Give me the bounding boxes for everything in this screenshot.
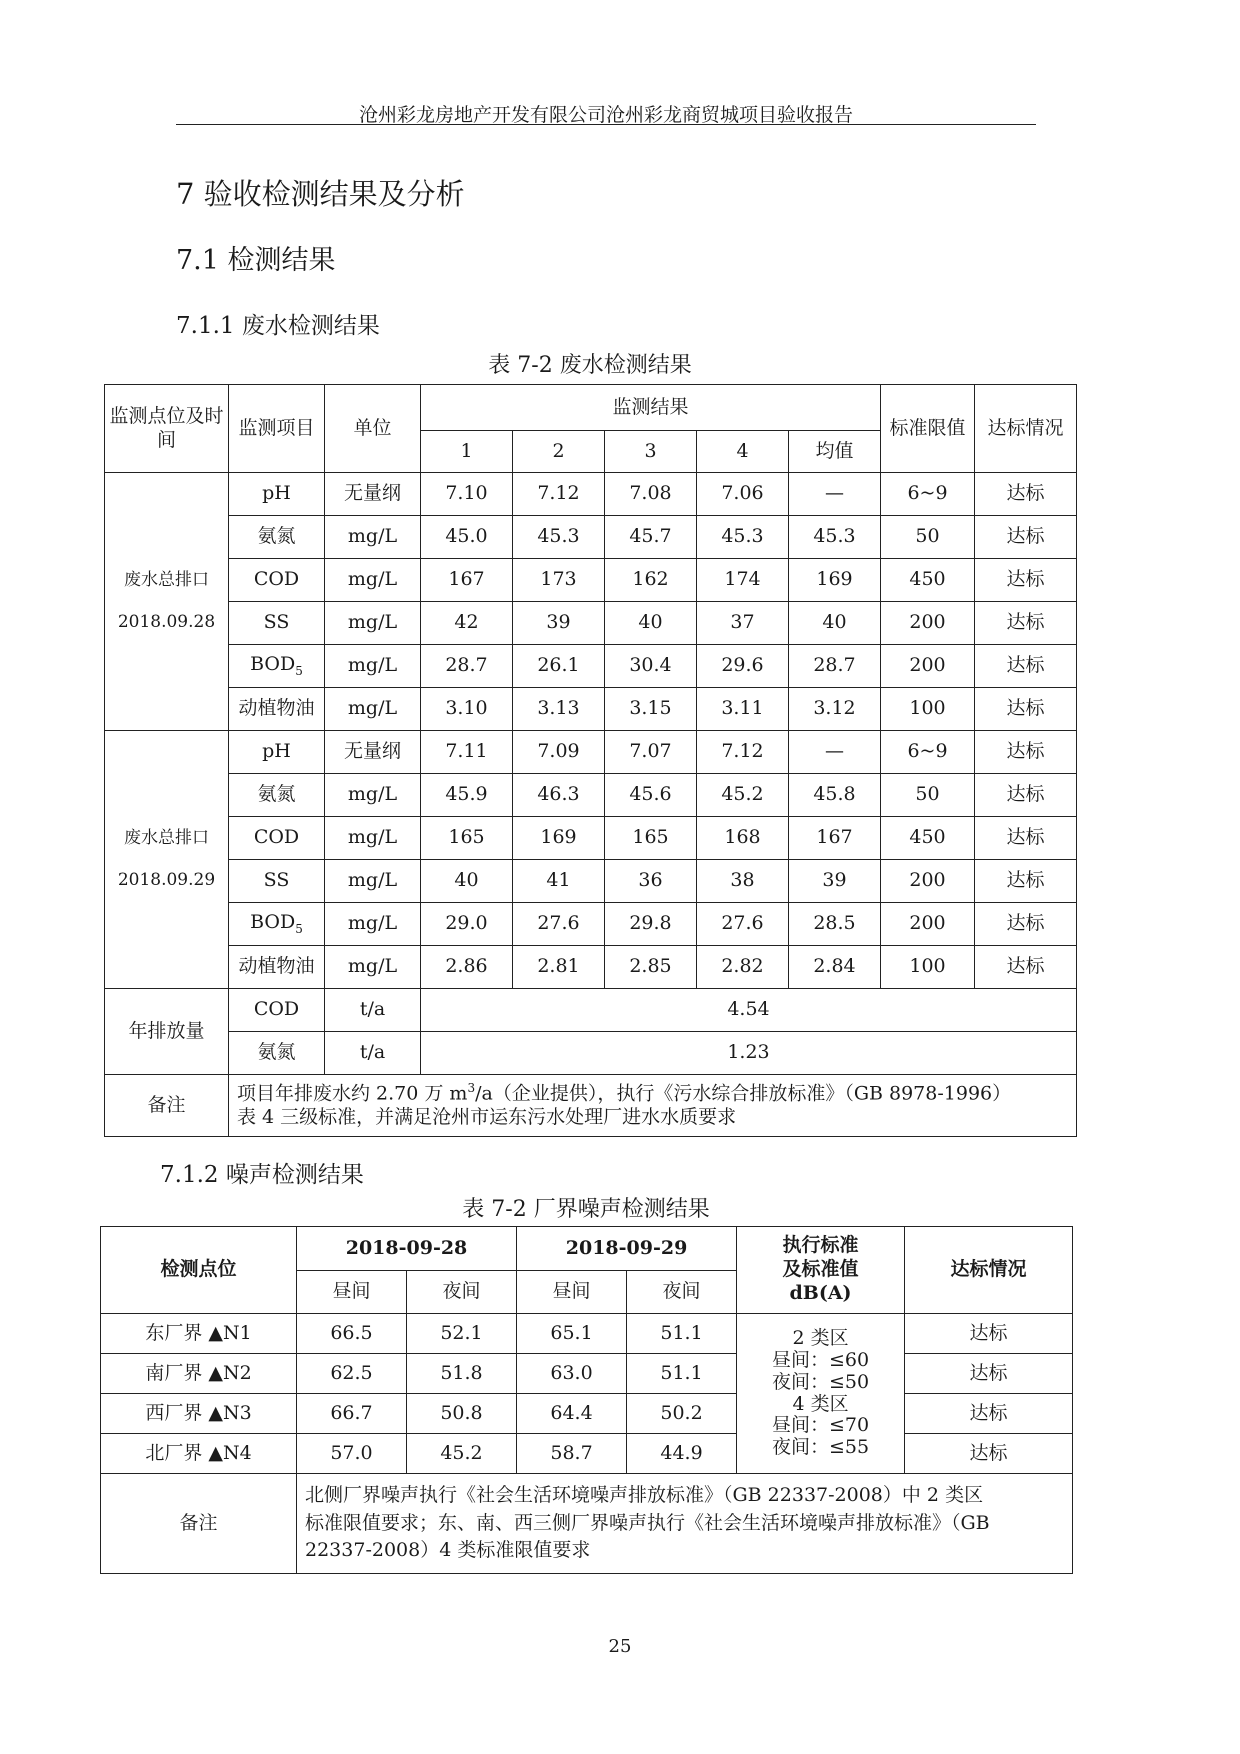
wastewater-heading: 7.1.1 废水检测结果 [176,313,380,339]
remarks-text-a: 项目年排废水约 2.70 万 m [237,1082,468,1105]
table-row [105,516,1077,559]
cell-v3: 45.6 [605,774,697,817]
cell-v1: 167 [421,559,513,602]
noise-remarks-line3: 22337-2008）4 类标准限值要求 [305,1539,591,1562]
header-point-label: 监测点位及时间 [109,404,224,451]
standard-line: 昼间：≤70 [771,1414,870,1437]
wastewater-remarks [229,1075,1077,1137]
noise-row [101,1394,1073,1434]
noise-value-d1: 62.5 [297,1354,407,1394]
cell-limit: 200 [881,645,975,688]
remarks-text-b: /a（企业提供），执行《污水综合排放标准》（GB 8978-1996） [475,1082,1012,1105]
cell-limit: 100 [881,946,975,989]
standard-line: 夜间：≤50 [771,1370,870,1393]
annual-emission-body [105,989,1077,1075]
noise-value-n1: 51.8 [407,1354,517,1394]
cell-item [229,645,325,688]
noise-remarks [297,1474,1073,1574]
cell-limit: 200 [881,860,975,903]
page-header: 沧州彩龙房地产开发有限公司沧州彩龙商贸城项目验收报告 [358,104,853,126]
table-row [105,645,1077,688]
header-item: 监测项目 [229,385,325,473]
noise-remarks-label: 备注 [101,1474,297,1574]
cell-v1: 2.86 [421,946,513,989]
noise-header-point: 检测点位 [101,1227,297,1314]
noise-value-d1: 66.7 [297,1394,407,1434]
annual-item: COD [229,989,325,1032]
cell-v1: 7.11 [421,731,513,774]
noise-value-d1: 57.0 [297,1434,407,1474]
cell-v4: 168 [697,817,789,860]
cell-v3: 162 [605,559,697,602]
cell-v4: 174 [697,559,789,602]
cell-unit: mg/L [325,774,421,817]
standard-line: 夜间：≤55 [771,1436,870,1459]
std-header-line2: 及标准值 [782,1258,859,1281]
standard-line: 2 类区 [792,1326,849,1349]
cell-v1: 29.0 [421,903,513,946]
cell-v4: 27.6 [697,903,789,946]
cell-v3: 165 [605,817,697,860]
cell-v1: 7.10 [421,473,513,516]
bod-label: BOD [250,911,296,934]
cell-limit: 50 [881,774,975,817]
cell-avg: 3.12 [789,688,881,731]
cell-v2: 46.3 [513,774,605,817]
cell-avg: — [789,473,881,516]
cell-avg: 28.5 [789,903,881,946]
noise-heading: 7.1.2 噪声检测结果 [160,1162,364,1188]
noise-value-n2: 44.9 [627,1434,737,1474]
cell-v2: 26.1 [513,645,605,688]
cell-unit: mg/L [325,559,421,602]
wastewater-table [104,384,1077,1137]
table-row [105,559,1077,602]
bod-subscript: 5 [295,921,303,936]
header-results: 监测结果 [421,385,881,431]
cell-v2: 45.3 [513,516,605,559]
table-row [105,774,1077,817]
cell-status: 达标 [975,946,1077,989]
cell-limit: 100 [881,688,975,731]
noise-status: 达标 [905,1354,1073,1394]
cell-status: 达标 [975,817,1077,860]
cell-item: 氨氮 [229,516,325,559]
noise-value-n2: 51.1 [627,1354,737,1394]
noise-point: 东厂界 ▲N1 [101,1314,297,1354]
cell-v1: 28.7 [421,645,513,688]
cell-item: pH [229,731,325,774]
noise-body [101,1314,1073,1474]
annual-label: 年排放量 [105,989,229,1075]
monitor-date: 2018.09.29 [117,870,216,891]
section-title: 7 验收检测结果及分析 [176,177,465,211]
table-row [105,688,1077,731]
noise-value-n1: 52.1 [407,1314,517,1354]
cell-item: 氨氮 [229,774,325,817]
noise-value-n2: 51.1 [627,1314,737,1354]
cell-limit: 450 [881,817,975,860]
noise-value-n1: 45.2 [407,1434,517,1474]
table-row [105,860,1077,903]
cell-avg: 28.7 [789,645,881,688]
annual-unit: t/a [325,989,421,1032]
cell-v4: 37 [697,602,789,645]
cell-v1: 42 [421,602,513,645]
wastewater-remarks-row [105,1075,1077,1137]
noise-value-d2: 63.0 [517,1354,627,1394]
noise-row [101,1354,1073,1394]
cell-v1: 3.10 [421,688,513,731]
table-row [105,946,1077,989]
cell-item: pH [229,473,325,516]
table-row [105,903,1077,946]
noise-status: 达标 [905,1314,1073,1354]
noise-header-day2: 昼间 [517,1271,627,1314]
noise-row [101,1314,1073,1354]
noise-table [100,1226,1073,1574]
annual-item: 氨氮 [229,1032,325,1075]
header-unit: 单位 [325,385,421,473]
cell-avg: 40 [789,602,881,645]
annual-row [105,1032,1077,1075]
noise-remarks-line1: 北侧厂界噪声执行《社会生活环境噪声排放标准》（GB 22337-2008）中 2 类区 [305,1484,984,1507]
std-header-line3: dB(A) [789,1281,852,1304]
cell-limit: 6~9 [881,731,975,774]
table-row [105,731,1077,774]
bod-label: BOD [250,653,296,676]
cell-v2: 169 [513,817,605,860]
cell-unit: mg/L [325,516,421,559]
standard-line: 4 类区 [792,1392,849,1415]
cell-item: COD [229,817,325,860]
cell-limit: 200 [881,602,975,645]
cell-v4: 45.2 [697,774,789,817]
noise-header-night1: 夜间 [407,1271,517,1314]
annual-value: 1.23 [421,1032,1077,1075]
cell-status: 达标 [975,516,1077,559]
annual-row [105,989,1077,1032]
noise-header-date1: 2018-09-28 [297,1227,517,1271]
cell-v2: 173 [513,559,605,602]
cell-unit: mg/L [325,860,421,903]
noise-remarks-row [101,1474,1073,1574]
cell-status: 达标 [975,645,1077,688]
cell-item: SS [229,602,325,645]
header-point [105,385,229,473]
standard-line: 昼间：≤60 [771,1348,870,1371]
cell-avg: 45.8 [789,774,881,817]
table-row [105,473,1077,516]
header-n4: 4 [697,431,789,473]
cell-avg: — [789,731,881,774]
wastewater-body [105,473,1077,989]
noise-header-date2: 2018-09-29 [517,1227,737,1271]
noise-status: 达标 [905,1434,1073,1474]
cell-unit: 无量纲 [325,731,421,774]
std-header-line1: 执行标准 [782,1234,859,1257]
cell-item [229,903,325,946]
cell-status: 达标 [975,602,1077,645]
noise-caption: 表 7-2 厂界噪声检测结果 [462,1197,710,1222]
cell-v4: 7.12 [697,731,789,774]
noise-standard-values [737,1314,905,1474]
noise-value-d2: 65.1 [517,1314,627,1354]
cell-v3: 7.07 [605,731,697,774]
noise-remarks-line2: 标准限值要求；东、南、西三侧厂界噪声执行《社会生活环境噪声排放标准》（GB [305,1511,990,1534]
noise-value-n2: 50.2 [627,1394,737,1434]
cell-v3: 30.4 [605,645,697,688]
cell-v2: 2.81 [513,946,605,989]
noise-header-day1: 昼间 [297,1271,407,1314]
cell-limit: 450 [881,559,975,602]
remarks-text-line2: 表 4 三级标准，并满足沧州市运东污水处理厂进水水质要求 [237,1106,737,1129]
cell-avg: 45.3 [789,516,881,559]
cell-unit: mg/L [325,688,421,731]
cell-item: COD [229,559,325,602]
monitor-point-name: 废水总排口 [124,827,209,848]
cell-v2: 27.6 [513,903,605,946]
cell-v3: 29.8 [605,903,697,946]
cell-v4: 38 [697,860,789,903]
annual-value: 4.54 [421,989,1077,1032]
header-rule [176,124,1036,125]
cell-limit: 200 [881,903,975,946]
noise-header-status: 达标情况 [905,1227,1073,1314]
cell-v2: 39 [513,602,605,645]
table-row [105,602,1077,645]
cell-unit: mg/L [325,903,421,946]
cell-item: SS [229,860,325,903]
cell-status: 达标 [975,903,1077,946]
cell-v1: 45.0 [421,516,513,559]
header-n1: 1 [421,431,513,473]
cell-status: 达标 [975,860,1077,903]
cell-avg: 169 [789,559,881,602]
header-n3: 3 [605,431,697,473]
wastewater-caption: 表 7-2 废水检测结果 [488,353,692,378]
cell-unit: mg/L [325,817,421,860]
cell-v4: 29.6 [697,645,789,688]
noise-value-n1: 50.8 [407,1394,517,1434]
noise-status: 达标 [905,1394,1073,1434]
monitor-point [105,731,229,989]
cell-v2: 7.12 [513,473,605,516]
cell-v2: 41 [513,860,605,903]
header-status: 达标情况 [975,385,1077,473]
remarks-superscript: 3 [467,1081,476,1096]
cell-v2: 3.13 [513,688,605,731]
cell-v2: 7.09 [513,731,605,774]
header-n2: 2 [513,431,605,473]
cell-status: 达标 [975,731,1077,774]
noise-point: 北厂界 ▲N4 [101,1434,297,1474]
bod-subscript: 5 [295,663,303,678]
noise-value-d2: 58.7 [517,1434,627,1474]
subsection-title: 7.1 检测结果 [176,245,336,276]
monitor-point-name: 废水总排口 [124,569,209,590]
cell-avg: 2.84 [789,946,881,989]
header-limit: 标准限值 [881,385,975,473]
noise-header-standard [737,1227,905,1314]
noise-value-d1: 66.5 [297,1314,407,1354]
cell-unit: mg/L [325,645,421,688]
noise-row [101,1434,1073,1474]
cell-v3: 45.7 [605,516,697,559]
annual-unit: t/a [325,1032,421,1075]
cell-limit: 6~9 [881,473,975,516]
cell-v1: 165 [421,817,513,860]
noise-value-d2: 64.4 [517,1394,627,1434]
cell-status: 达标 [975,559,1077,602]
cell-v3: 36 [605,860,697,903]
cell-v3: 7.08 [605,473,697,516]
cell-v3: 2.85 [605,946,697,989]
noise-point: 南厂界 ▲N2 [101,1354,297,1394]
cell-status: 达标 [975,473,1077,516]
cell-status: 达标 [975,774,1077,817]
cell-unit: mg/L [325,946,421,989]
table-row [105,817,1077,860]
monitor-point [105,473,229,731]
cell-item: 动植物油 [229,946,325,989]
cell-unit: 无量纲 [325,473,421,516]
cell-unit: mg/L [325,602,421,645]
cell-limit: 50 [881,516,975,559]
cell-v3: 3.15 [605,688,697,731]
noise-header-night2: 夜间 [627,1271,737,1314]
cell-v4: 45.3 [697,516,789,559]
monitor-date: 2018.09.28 [117,612,216,633]
cell-avg: 39 [789,860,881,903]
page-number: 25 [608,1636,632,1657]
wastewater-remarks-label: 备注 [105,1075,229,1137]
cell-v4: 7.06 [697,473,789,516]
noise-point: 西厂界 ▲N3 [101,1394,297,1434]
cell-status: 达标 [975,688,1077,731]
header-avg: 均值 [789,431,881,473]
cell-item: 动植物油 [229,688,325,731]
cell-v3: 40 [605,602,697,645]
cell-v4: 3.11 [697,688,789,731]
cell-v1: 45.9 [421,774,513,817]
cell-v1: 40 [421,860,513,903]
cell-v4: 2.82 [697,946,789,989]
cell-avg: 167 [789,817,881,860]
